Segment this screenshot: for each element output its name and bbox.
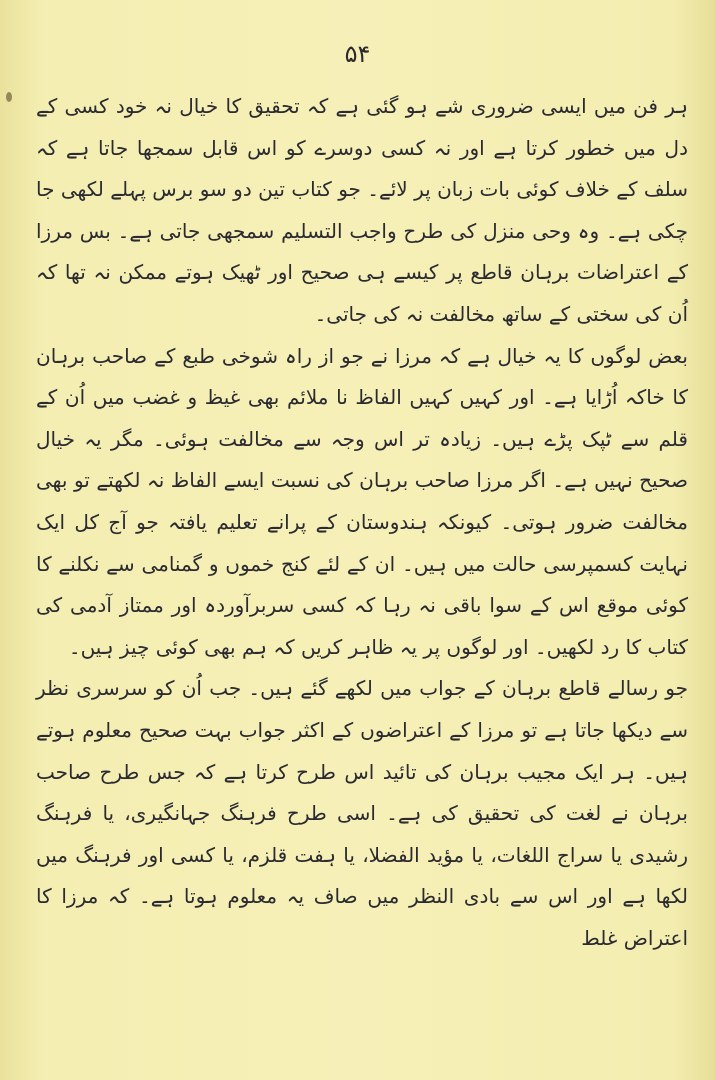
paragraph-2: بعض لوگوں کا یہ خیال ہے کہ مرزا نے جو از راہ شوخی طبع کے صاحب برہان کا خاکہ اُڑایا ہے۔ اور کہیں کہیں الفاظ نا ملائم بھی غیظ و غضب میں اُن کے قلم سے ٹپک پڑے ہیں۔ زیادہ تر اس وجہ سے مخالفت ہوئی۔ مگر یہ خیال صحیح نہیں ہے۔ اگر مرزا صاحب برہان کی نسبت ایسے الفاظ نہ لکھتے تو بھی مخالفت ضرور ہوتی۔ کیونکہ ہندوستان کے پرانے تعلیم یافتہ جو آج کل ایک نہایت کسمپرسی حالت میں ہیں۔ ان کے لئے کنج خموں و گمنامی سے نکلنے کا کوئی موقع اس کے سوا باقی نہ رہا کہ کسی سربرآوردہ اور ممتاز آدمی کی کتاب کا رد لکھیں۔ اور لوگوں پر یہ ظاہر کریں کہ ہم بھی کوئی چیز ہیں۔ <box>36 343 688 659</box>
paragraph-1: ہر فن میں ایسی ضروری شے ہو گئی ہے کہ تحقیق کا خیال نہ خود کسی کے دل میں خطور کرتا ہے اور نہ کسی دوسرے کو اس قابل سمجھا جاتا ہے کہ سلف کے خلاف کوئی بات زبان پر لائے۔ جو کتاب تین دو سو برس پہلے لکھی جا چکی ہے۔ وہ وحی منزل کی طرح واجب التسلیم سمجھی جاتی ہے۔ بس مرزا کے اعتراضات برہان قاطع پر کیسے ہی صحیح اور ٹھیک ہوتے ممکن نہ تھا کہ اُن کی سختی کے ساتھ مخالفت نہ کی جاتی۔ <box>36 94 688 326</box>
paragraph-3: جو رسالے قاطع برہان کے جواب میں لکھے گئے ہیں۔ جب اُن کو سرسری نظر سے دیکھا جاتا ہے تو مرزا کے اعتراضوں کے اکثر جواب بہت صحیح معلوم ہوتے ہیں۔ ہر ایک مجیب برہان کی تائید اس طرح کرتا ہے کہ جس طرح صاحب برہان نے لغت کی تحقیق کی ہے۔ اسی طرح فرہنگ جہانگیری، یا فرہنگ رشیدی یا سراج اللغات، یا مؤید الفضلا، یا ہفت قلزم، یا کسی اور فرہنگ میں لکھا ہے اور اس سے بادی النظر میں صاف یہ معلوم ہوتا ہے۔ کہ مرزا کا اعتراض غلط <box>36 676 688 950</box>
page-number: ۵۴ <box>344 40 371 68</box>
margin-mark <box>6 92 12 102</box>
page-body <box>36 86 688 959</box>
